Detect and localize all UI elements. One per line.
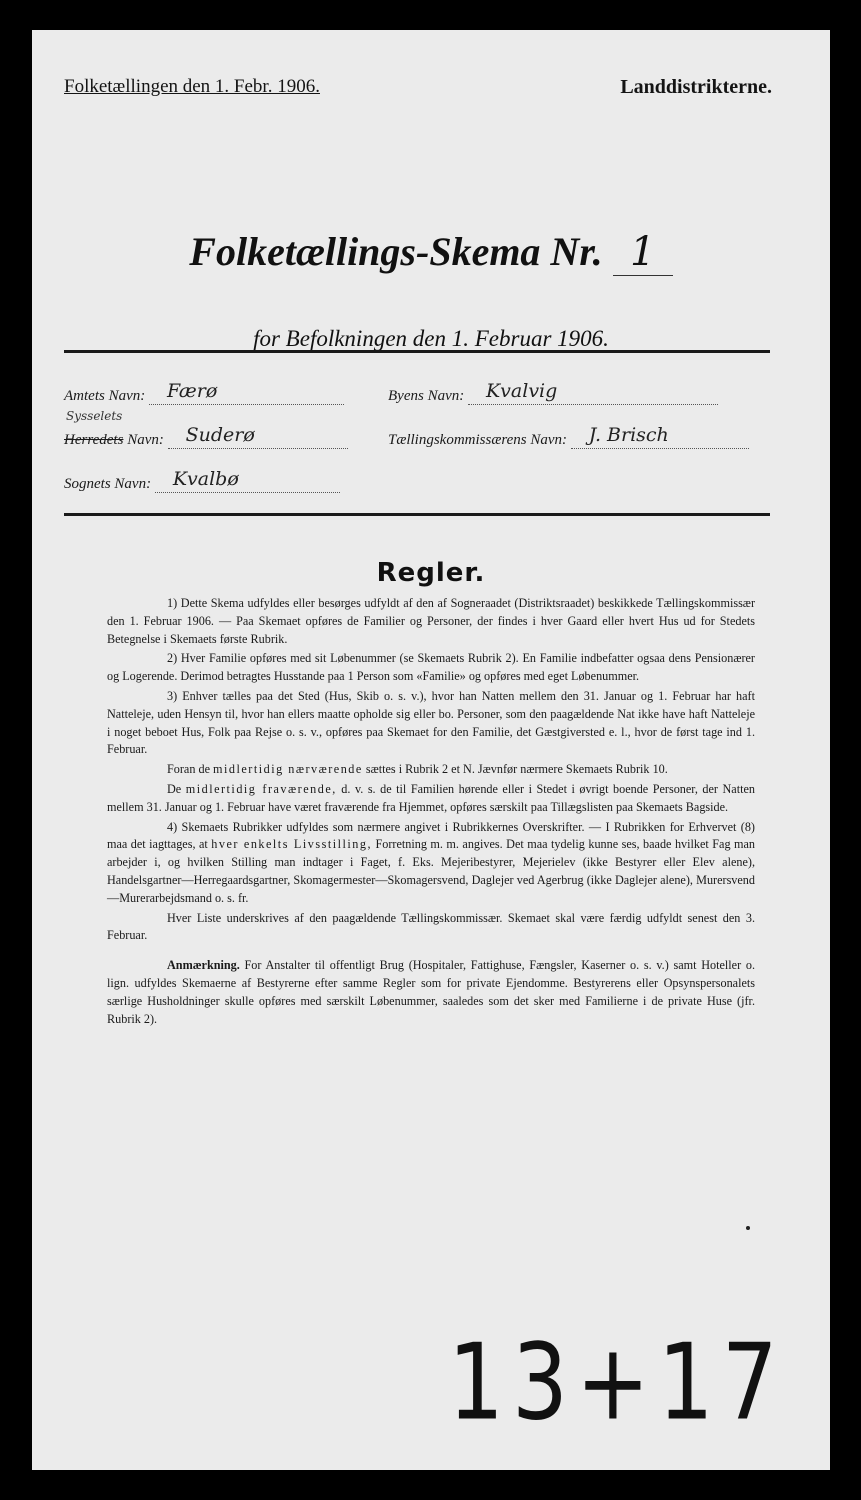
rule-1: 1) Dette Skema udfyldes eller besørges udfyldt af den af Sogneraadet (Distriktsraadet) beskikkede Tællingskommissær den 1. Februar 1906. — Paa Skemaet opføres de Familier og Personer, der findes i hver Gaard eller hvert Hus ud for Stedets Betegnelse i Skemaets første Rubrik. bbox=[107, 596, 755, 646]
remark-text: For Anstalter til offentligt Brug (Hospitaler, Fattighuse, Fængsler, Kaserner o. s. v.) samt Hoteller o. lign. udfyldes Skemaerne af Bestyrerne efter samme Regler som for private Ejendomme. Bestyrerens eller Opsynspersonalets særlige Husholdninger skulle opføres med særskilt Løbenummer, saaledes som det sker med Familierne i de private Huse (jfr. Rubrik 2). bbox=[107, 958, 756, 1026]
field-kommissaer bbox=[388, 426, 749, 449]
rule-4-a: 4) Skemaets Rubrikker udfyldes som nærmere angivet i Rubrikkernes Overskrifter. — I Rubrikken for Erhvervet (8) maa det iagttages, at bbox=[107, 819, 755, 852]
herred-value: Suderø bbox=[185, 424, 255, 446]
rule-3: 3) Enhver tælles paa det Sted (Hus, Skib o. s. v.), hvor han Natten mellem den 31. Januar og 1. Februar har haft Natteleje, uden Hensyn til, hvor han ellers maatte opholde sig eller bo. Personer, som den paagældende Nat ikke have haft Natteleje i noget beboet Hus, Folk paa Rejse o. s. v., opføres paa Skemaet for den Familie, det Gæstgiversted e. l., hvor de først tage ind 1. Februar. bbox=[107, 688, 755, 757]
byen-value: Kvalvig bbox=[485, 380, 558, 402]
rule-3-present bbox=[107, 761, 755, 779]
header-district-type: Landdistrikterne. bbox=[620, 76, 772, 98]
census-form-page bbox=[32, 30, 830, 1470]
sogn-line bbox=[155, 470, 340, 493]
kommissaer-value: J. Brisch bbox=[588, 424, 669, 446]
herred-line bbox=[168, 426, 348, 449]
remark bbox=[107, 957, 755, 1028]
ink-dot bbox=[746, 1226, 750, 1230]
form-number-handwritten: 1 bbox=[613, 229, 673, 276]
kommissaer-line bbox=[571, 426, 749, 449]
divider-bottom bbox=[64, 513, 770, 516]
rule-4-b: hver enkelts Livsstilling, bbox=[211, 837, 372, 852]
form-subtitle: for Befolkningen den 1. Februar 1906. bbox=[253, 326, 609, 351]
amt-label: Amtets Navn: bbox=[64, 388, 146, 404]
byen-label: Byens Navn: bbox=[388, 388, 465, 404]
rules-heading: Regler. bbox=[376, 558, 486, 588]
herred-label: Herredets bbox=[64, 432, 124, 448]
rule-3-absent-a: De bbox=[167, 781, 182, 796]
rule-3-absent-c: d. v. s. de til Familien hørende eller i Stedet i øvrigt boende Personer, der Natten mellem 31. Januar og 1. Februar have været fraværende fra Hjemmet, opføres særskilt paa Tillægslisten paa Skemaets Bagside. bbox=[107, 781, 755, 814]
rule-4 bbox=[107, 819, 755, 908]
remark-label: Anmærkning. bbox=[167, 958, 240, 973]
field-amt bbox=[64, 382, 344, 405]
handwritten-tally: 13+17 bbox=[448, 1320, 786, 1444]
amt-line bbox=[149, 382, 344, 405]
divider-top bbox=[64, 350, 770, 353]
kommissaer-label: Tællingskommissærens Navn: bbox=[388, 432, 568, 448]
rule-4-c: Forretning m. m. angives. Det maa tydelig kunne ses, baade hvilket Fag man arbejder i, og hvilken Stilling man indtager i Faget, f. Eks. Mejeribestyrer, Mejerielev (ikke Bestyrer eller Elev alene), Handelsgartner—Herregaardsgartner, Skomagermester—Skomagersvend, Daglejer ved Agerbrug (ikke Daglejer alene), Murersvend—Murerarbejdsmand o. s. fr. bbox=[107, 837, 756, 905]
header-census-date: Folketællingen den 1. Febr. 1906. bbox=[64, 76, 320, 97]
rules-body bbox=[107, 595, 755, 1030]
rule-3-present-a: Foran de bbox=[167, 762, 210, 777]
rule-3-present-b: midlertidig nærværende bbox=[213, 762, 363, 777]
field-byen bbox=[388, 382, 718, 405]
sogn-label: Sognets Navn: bbox=[64, 476, 152, 492]
form-title-text: Folketællings-Skema Nr. bbox=[189, 229, 603, 274]
herred-label-suffix: Navn: bbox=[127, 432, 164, 448]
herred-annotation: Sysselets bbox=[66, 409, 123, 423]
field-sogn bbox=[64, 470, 340, 493]
rule-3-present-c: sættes i Rubrik 2 et N. Jævnfør nærmere Skemaets Rubrik 10. bbox=[365, 762, 668, 777]
rule-2: 2) Hver Familie opføres med sit Løbenummer (se Skemaets Rubrik 2). En Familie indbefatter ogsaa dens Pensionærer og Logerende. Derimod betragtes Husstande paa 1 Person som «Familie» og opføres med eget Løbenummer. bbox=[107, 651, 755, 684]
amt-value: Færø bbox=[166, 380, 218, 402]
sogn-value: Kvalbø bbox=[172, 468, 239, 490]
rule-3-absent bbox=[107, 781, 755, 817]
byen-line bbox=[468, 382, 718, 405]
form-title bbox=[32, 228, 830, 276]
field-herred bbox=[64, 426, 348, 449]
rule-3-absent-b: midlertidig fraværende, bbox=[185, 781, 337, 796]
rule-signature: Hver Liste underskrives af den paagældende Tællingskommissær. Skemaet skal være færdig udfyldt senest den 3. Februar. bbox=[107, 910, 755, 943]
